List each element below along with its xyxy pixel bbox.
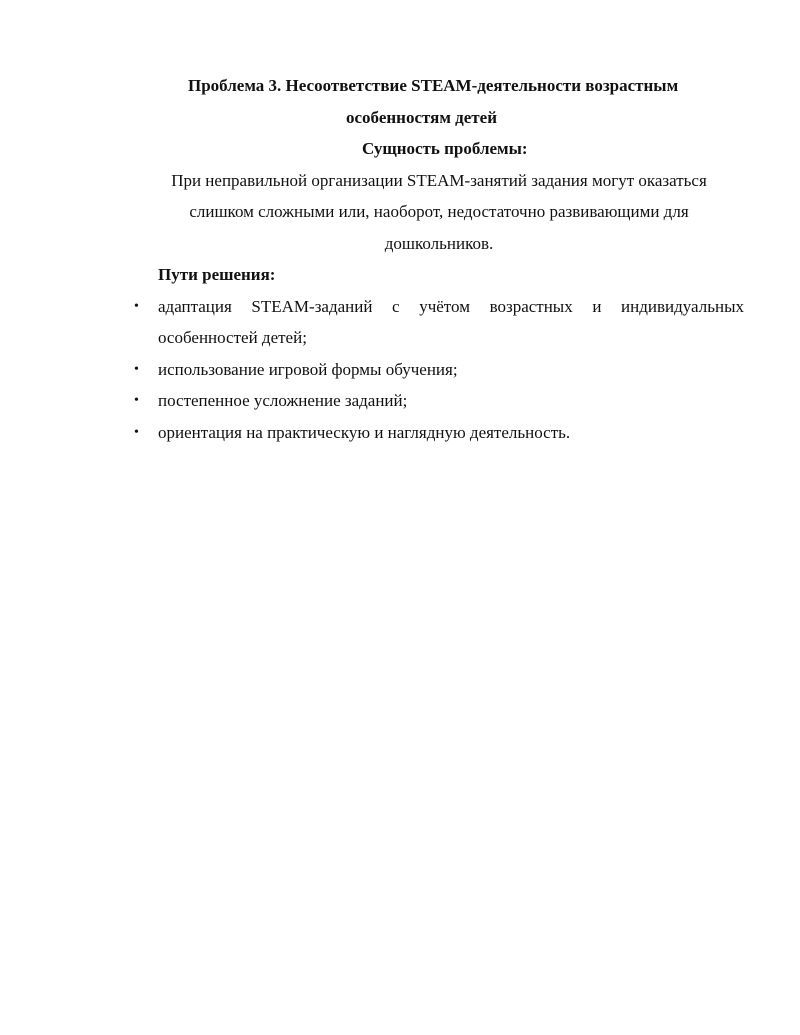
bullet-icon: •: [134, 393, 139, 408]
title-line-2: особенностям детей: [346, 107, 497, 127]
bullet-icon: •: [134, 424, 139, 440]
description-line-3: дошкольников.: [384, 233, 494, 253]
solutions-list: [134, 291, 744, 449]
solutions-heading: Пути решения:: [158, 265, 276, 284]
list-item: [134, 354, 744, 386]
list-item: [134, 417, 744, 449]
list-item: [134, 291, 744, 354]
title-line-1: Проблема 3. Несоответствие STEAM-деятельности возрастным: [188, 76, 679, 95]
problem-essence-heading: Сущность проблемы:: [362, 139, 528, 158]
description-line-2: слишком сложными или, наоборот, недостаточно развивающими для: [189, 202, 689, 221]
list-item: [134, 385, 744, 417]
description-line-1: При неправильной организации STEAM-занятий задания могут оказаться: [171, 170, 707, 190]
document-content: [134, 70, 744, 448]
list-item-text: ориентация на практическую и наглядную деятельность.: [158, 422, 571, 442]
bullet-icon: •: [134, 298, 139, 314]
list-item-text: использование игровой формы обучения;: [158, 359, 458, 379]
bullet-icon: •: [134, 361, 139, 377]
problem-description: [134, 165, 744, 260]
list-item-text: постепенное усложнение заданий;: [158, 391, 408, 410]
list-item-text: адаптация STEAM-заданий с учётом возрастных и индивидуальных особенностей детей;: [158, 296, 744, 347]
document-title: [134, 70, 744, 133]
